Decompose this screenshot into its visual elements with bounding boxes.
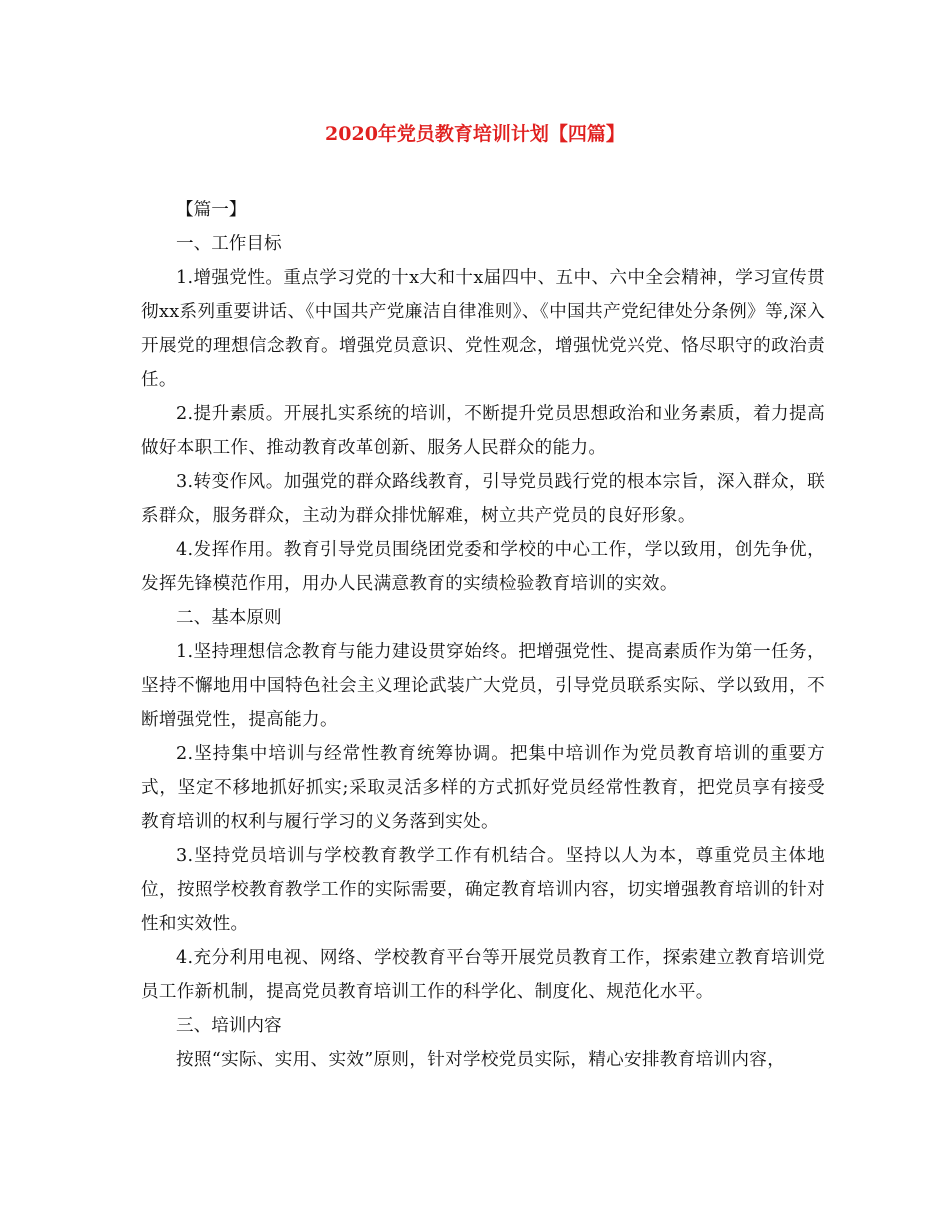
paragraph: 1.坚持理想信念教育与能力建设贯穿始终。把增强党性、提高素质作为第一任务，坚持不懈地用中国特色社会主义理论武装广大党员，引导党员联系实际、学以致用，不断增强党性，提高能力。 [141, 642, 825, 730]
paragraph: 3.坚持党员培训与学校教育教学工作有机结合。坚持以人为本，尊重党员主体地位，按照学校教育教学工作的实际需要，确定教育培训内容，切实增强教育培训的针对性和实效性。 [141, 846, 825, 934]
paragraph: 按照“实际、实用、实效”原则，针对学校党员实际，精心安排教育培训内容， [176, 1050, 786, 1070]
section-heading-part-one: 【篇一】 [176, 200, 247, 220]
paragraph: 4.充分利用电视、网络、学校教育平台等开展党员教育工作，探索建立教育培训党员工作新机制，提高党员教育培训工作的科学化、制度化、规范化水平。 [141, 948, 825, 1002]
document-body [141, 193, 825, 1077]
paragraph: 2.坚持集中培训与经常性教育统筹协调。把集中培训作为党员教育培训的重要方式，坚定不移地抓好抓实;采取灵活多样的方式抓好党员经常性教育，把党员享有接受教育培训的权利与履行学习的义务落到实处。 [141, 744, 825, 832]
paragraph: 2.提升素质。开展扎实系统的培训，不断提升党员思想政治和业务素质，着力提高做好本职工作、推动教育改革创新、服务人民群众的能力。 [141, 404, 825, 458]
section-heading-work-goals: 一、工作目标 [176, 234, 282, 254]
paragraph: 4.发挥作用。教育引导党员围绕团党委和学校的中心工作，学以致用，创先争优，发挥先锋模范作用，用办人民满意教育的实绩检验教育培训的实效。 [141, 540, 825, 594]
document-title: 2020年党员教育培训计划【四篇】 [325, 123, 625, 145]
paragraph: 3.转变作风。加强党的群众路线教育，引导党员践行党的根本宗旨，深入群众，联系群众，服务群众，主动为群众排忧解难，树立共产党员的良好形象。 [141, 472, 825, 526]
paragraph: 1.增强党性。重点学习党的十x大和十x届四中、五中、六中全会精神，学习宣传贯彻xx系列重要讲话、《中国共产党廉洁自律准则》、《中国共产党纪律处分条例》等,深入开展党的理想信念教育。增强党员意识、党性观念，增强忧党兴党、恪尽职守的政治责任。 [141, 268, 825, 390]
section-heading-basic-principles: 二、基本原则 [176, 608, 282, 628]
section-heading-training-content: 三、培训内容 [176, 1016, 282, 1036]
